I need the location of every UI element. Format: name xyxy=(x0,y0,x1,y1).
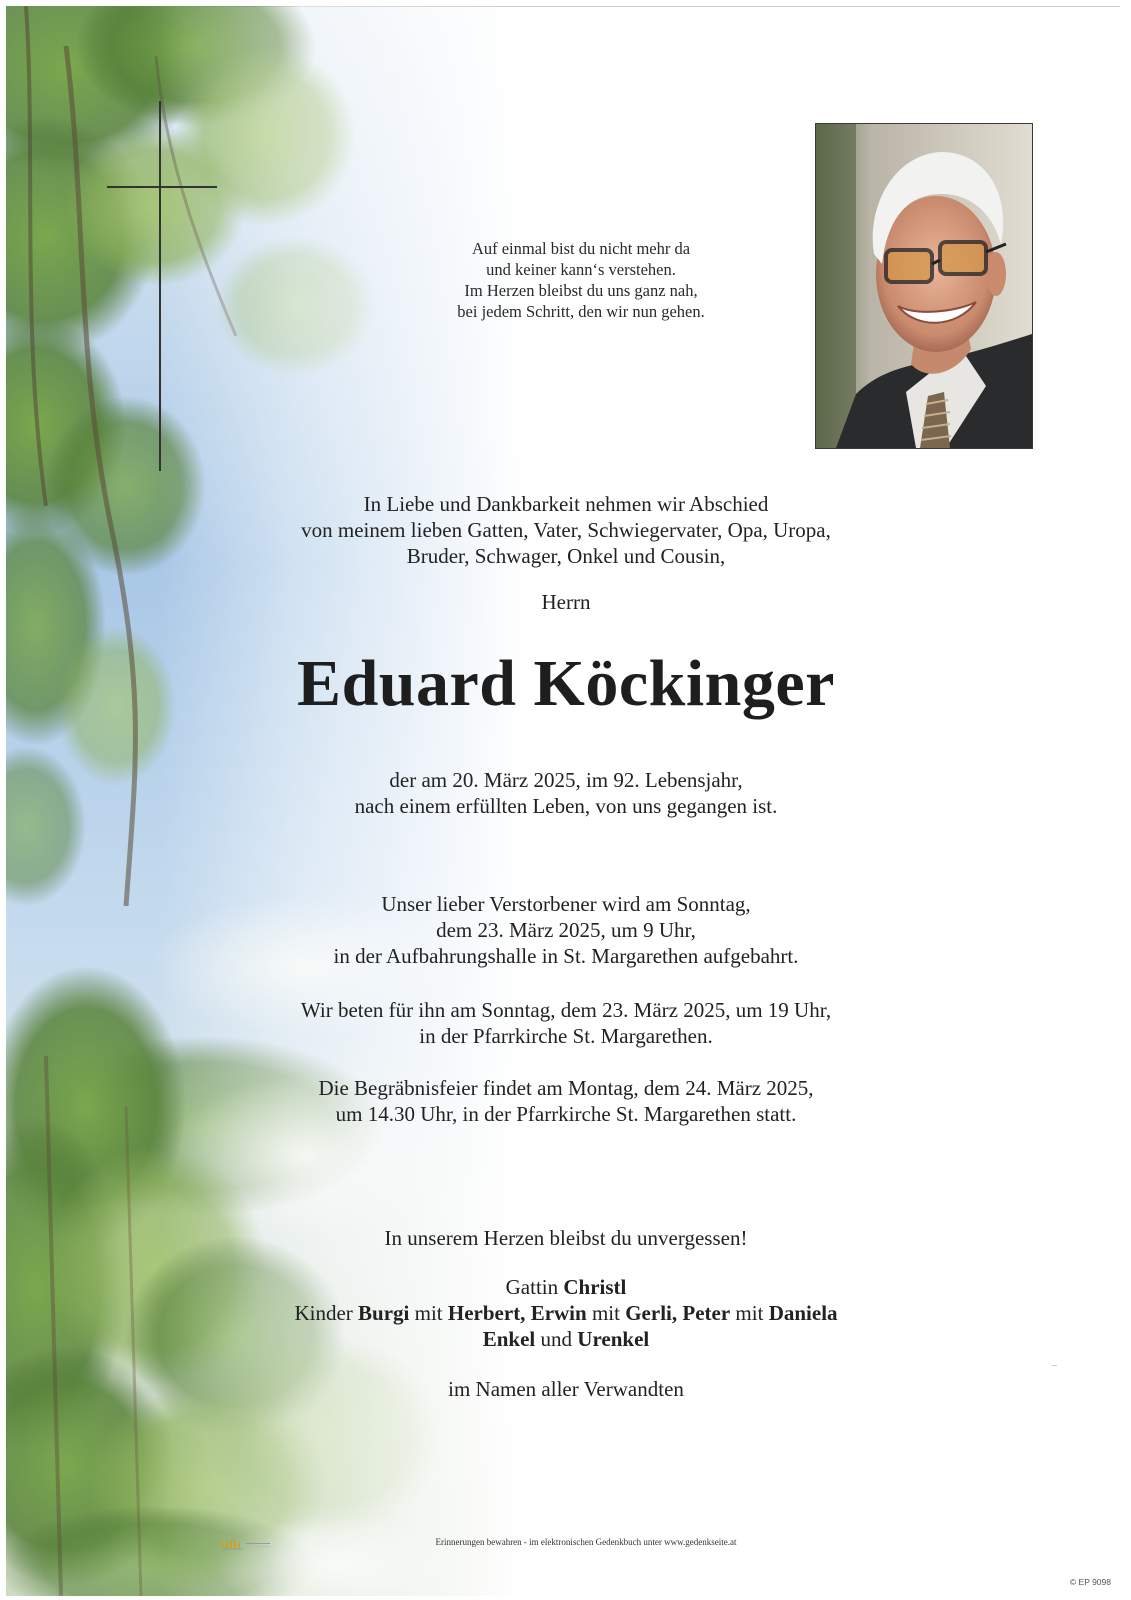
funeral-notice xyxy=(226,1075,906,1127)
spouse-line xyxy=(226,1274,906,1300)
with-word: mit xyxy=(414,1301,443,1325)
and-word: und xyxy=(540,1327,573,1351)
funeral-line: um 14.30 Uhr, in der Pfarrkirche St. Margarethen statt. xyxy=(335,1102,797,1126)
print-code: © EP 9098 xyxy=(1069,1577,1111,1587)
memorial-motto: In unserem Herzen bleibst du unvergessen! xyxy=(384,1226,748,1250)
partner-name: Herbert, xyxy=(447,1301,526,1325)
obituary-page xyxy=(6,6,1120,1596)
scan-speck xyxy=(1052,1365,1057,1366)
poem-line: Im Herzen bleibst du uns ganz nah, xyxy=(464,281,698,300)
memorial-poem xyxy=(376,238,786,322)
prayer-line: Wir beten für ihn am Sonntag, dem 23. März 2025, um 19 Uhr, xyxy=(300,998,832,1022)
death-notice-line: nach einem erfüllten Leben, von uns gegangen ist. xyxy=(354,794,778,818)
footer-memorial-note: Erinnerungen bewahren - im elektronischen Gedenkbuch unter www.gedenkseite.at xyxy=(435,1537,737,1547)
intro-line: In Liebe und Dankbarkeit nehmen wir Abschied xyxy=(363,492,769,516)
death-notice-line: der am 20. März 2025, im 92. Lebensjahr, xyxy=(389,768,743,792)
family-mourners xyxy=(226,1274,906,1352)
with-word: mit xyxy=(591,1301,620,1325)
grandchildren-line xyxy=(226,1326,906,1352)
portrait-photo xyxy=(815,123,1033,449)
partner-name: Gerli, xyxy=(625,1301,678,1325)
child-name: Burgi xyxy=(358,1301,410,1325)
intro-line: Bruder, Schwager, Onkel und Cousin, xyxy=(406,544,726,568)
viewing-line: Unser lieber Verstorbener wird am Sonntag, xyxy=(381,892,751,916)
viewing-line: dem 23. März 2025, um 9 Uhr, xyxy=(436,918,696,942)
partner-name: Daniela xyxy=(768,1301,838,1325)
child-name: Peter xyxy=(682,1301,731,1325)
viewing-line: in der Aufbahrungshalle in St. Margarethen aufgebahrt. xyxy=(333,944,799,968)
with-word: mit xyxy=(735,1301,764,1325)
child-name: Erwin xyxy=(530,1301,587,1325)
closing-line: im Namen aller Verwandten xyxy=(448,1377,684,1401)
funeral-line: Die Begräbnisfeier findet am Montag, dem 24. März 2025, xyxy=(318,1076,814,1100)
viewing-notice xyxy=(226,891,906,969)
farewell-intro xyxy=(226,491,906,569)
poem-line: Auf einmal bist du nicht mehr da xyxy=(471,239,691,258)
spouse-name: Christl xyxy=(563,1275,627,1299)
children-prefix: Kinder xyxy=(294,1301,353,1325)
prayer-line: in der Pfarrkirche St. Margarethen. xyxy=(419,1024,713,1048)
children-line xyxy=(226,1300,906,1326)
prayer-notice xyxy=(226,997,906,1049)
intro-line: von meinem lieben Gatten, Vater, Schwiegervater, Opa, Uropa, xyxy=(301,518,831,542)
grandchildren-label: Enkel xyxy=(482,1327,536,1351)
spouse-prefix: Gattin xyxy=(505,1275,559,1299)
publisher-logo-icon xyxy=(222,1537,274,1547)
great-grandchildren-label: Urenkel xyxy=(577,1327,650,1351)
salutation: Herrn xyxy=(541,590,591,614)
deceased-name: Eduard Köckinger xyxy=(297,647,835,720)
poem-line: bei jedem Schritt, den wir nun gehen. xyxy=(457,302,705,321)
death-notice xyxy=(226,767,906,819)
poem-line: und keiner kann‘s verstehen. xyxy=(486,260,676,279)
